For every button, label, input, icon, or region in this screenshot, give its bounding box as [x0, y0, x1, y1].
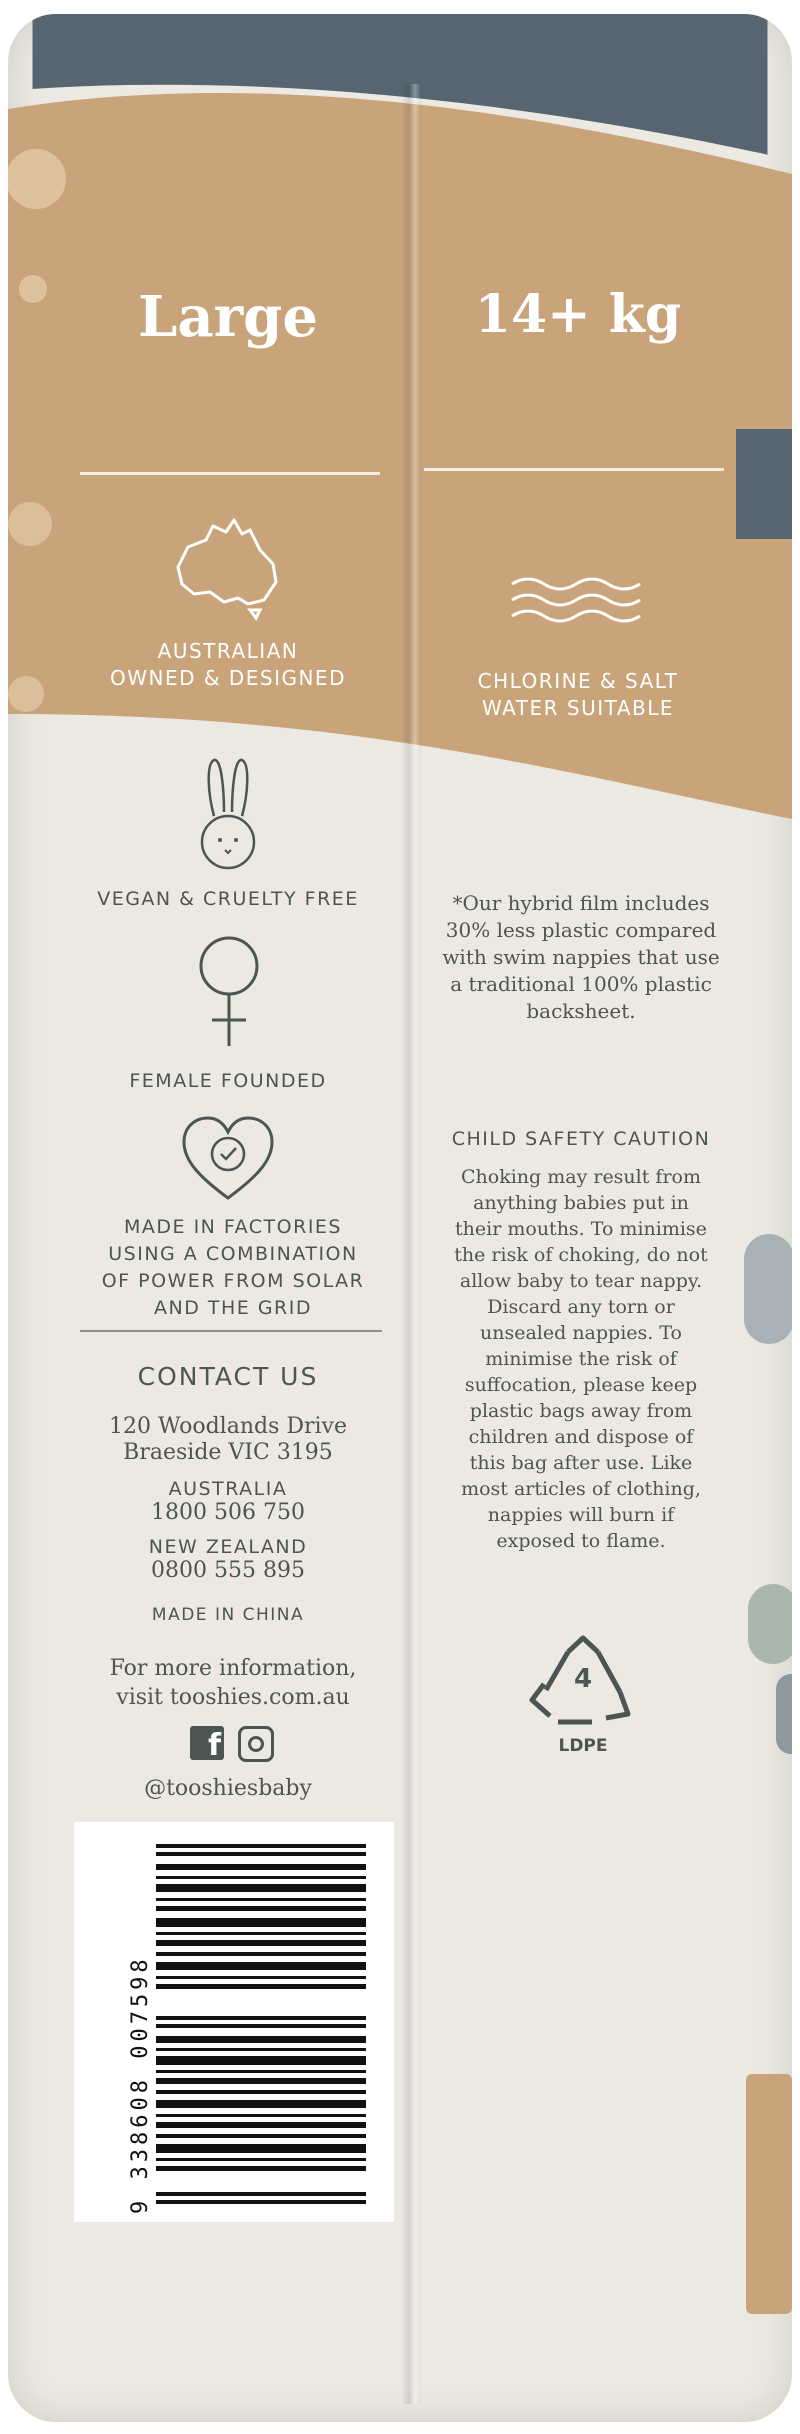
- safety-text: Choking may result from anything babies put in their mouths. To minimise the risk of choking, do not allow baby to tear nappy. Discard any torn or unsealed nappies. To minimise the risk of suffocation, please keep plastic bags away from children and dispose of this bag after use. Like most articles of clothing, nappies will burn if exposed to flame.: [454, 1166, 708, 1552]
- divider-contact: [80, 1330, 382, 1332]
- divider-right-top: [424, 468, 724, 471]
- female-badge-text: FEMALE FOUNDED: [129, 1070, 327, 1092]
- contact-au-label: AUSTRALIA: [168, 1478, 288, 1500]
- barcode-digits: 9 338608 007598: [128, 1955, 153, 2214]
- contact-nz-phone: 0800 555 895: [151, 1558, 305, 1583]
- heart-check-icon: [178, 1114, 278, 1204]
- australia-map-icon: [168, 512, 288, 622]
- pack-fold: [403, 84, 421, 2404]
- nappy-pack: [8, 14, 792, 2422]
- recycle-label: LDPE: [558, 1736, 608, 1756]
- safety-heading: CHILD SAFETY CAUTION: [451, 1128, 711, 1150]
- contact-heading: CONTACT US: [137, 1362, 319, 1391]
- social-handle: @tooshiesbaby: [144, 1776, 312, 1801]
- contact-au-phone: 1800 506 750: [151, 1500, 305, 1525]
- contact-address: 120 Woodlands Drive Braeside VIC 3195: [108, 1414, 347, 1465]
- vegan-badge-text: VEGAN & CRUELTY FREE: [97, 888, 359, 910]
- chlorine-badge-text: CHLORINE & SALT WATER SUITABLE: [477, 669, 679, 720]
- water-waves-icon: [508, 574, 648, 634]
- social-icons: [190, 1726, 274, 1762]
- made-in-text: MADE IN CHINA: [151, 1605, 305, 1625]
- female-symbol-icon: [194, 934, 264, 1054]
- tan-corner-badge: [746, 2074, 792, 2314]
- facebook-icon: f: [190, 1726, 224, 1760]
- contact-nz-label: NEW ZEALAND: [148, 1536, 308, 1558]
- australian-badge-text: AUSTRALIAN OWNED & DESIGNED: [110, 639, 346, 690]
- bunny-icon: [188, 754, 268, 874]
- divider-left-top: [80, 472, 380, 475]
- weight-label: 14+ kg: [474, 284, 682, 345]
- more-info-text: For more information, visit tooshies.com.au: [109, 1656, 357, 1710]
- recycle-number: 4: [573, 1664, 593, 1694]
- instagram-icon: [238, 1726, 274, 1762]
- film-note: *Our hybrid film includes 30% less plastic compared with swim nappies that use a traditional 100% plastic backsheet.: [442, 891, 720, 1023]
- size-label: Large: [138, 284, 318, 350]
- factories-badge-text: MADE IN FACTORIES USING A COMBINATION OF POWER FROM SOLAR AND THE GRID: [101, 1216, 365, 1319]
